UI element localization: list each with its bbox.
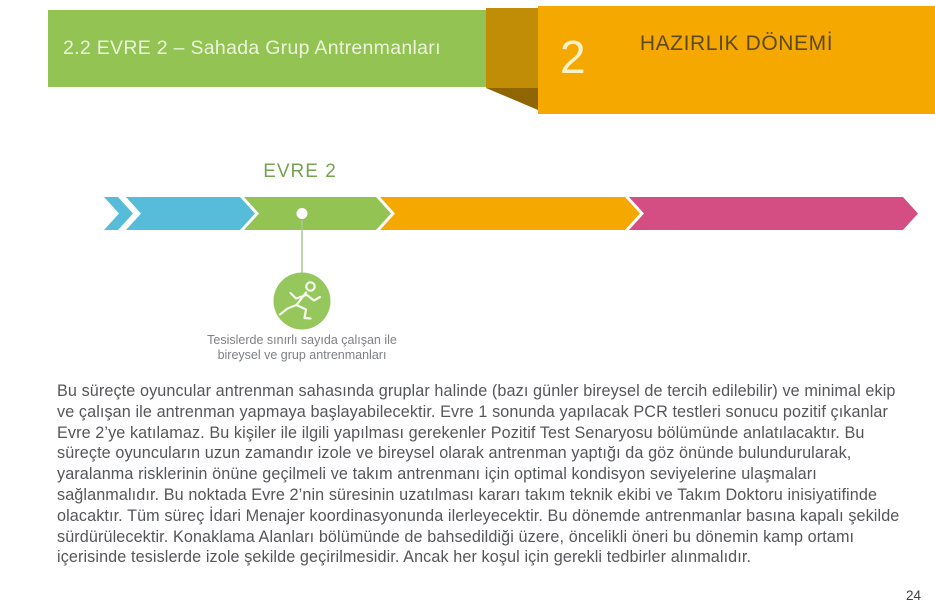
timeline-start-chevron bbox=[104, 197, 133, 230]
chapter-number: 2 bbox=[560, 31, 586, 83]
timeline-segment-blue bbox=[126, 197, 255, 230]
section-title: 2.2 EVRE 2 – Sahada Grup Antrenmanları bbox=[63, 37, 441, 59]
marker-caption-line2: bireysel ve grup antrenmanları bbox=[217, 348, 387, 362]
body-paragraph: Bu süreçte oyuncular antrenman sahasında gruplar halinde (bazı günler bireysel de tercih edilebilir) ve minimal ekip ve çalışan ile antrenman yapmaya başlayabilecektir. Evre 1 sonunda yapılacak PCR testleri sonucu pozitif çıkanlar Evre 2’ye katılamaz. Bu kişiler ile ilgili yapılması gerekenler Pozitif Test Senaryosu bölümünde anlatılacaktır. Bu süreçte oyuncuların uzun zamandır izole ve bireysel olarak antrenman yaptığı da göz önünde bulundurularak, yaralanma risklerinin önüne geçilmeli ve takım antrenmanı için optimal kondisyon seviyelerine ulaşmaları sağlanmalıdır. Bu noktada Evre 2’nin süresinin uzatılması kararı takım teknik ekibi ve Takım Doktoru inisiyatifinde olacaktır. Tüm süreç İdari Menajer koordinasyonunda ilerleyecektir. Bu dönemde antrenmanlar basına kapalı şekilde sürdürülecektir. Konaklama Alanları bölümünde de bahsedildiği üzere, öncelikli öneri bu dönemin kamp ortamı içerisinde tesislerde izole şekilde geçirilmesidir. Ancak her koşul için gerekli tedbirler alınmalıdır. bbox=[57, 382, 900, 567]
stage-label: EVRE 2 bbox=[263, 161, 337, 182]
marker-caption-line1: Tesislerde sınırlı sayıda çalışan ile bbox=[207, 333, 397, 347]
ribbon-tab bbox=[486, 8, 538, 88]
timeline-marker-dot bbox=[297, 208, 308, 219]
ribbon-fold bbox=[486, 88, 538, 110]
timeline bbox=[0, 190, 935, 350]
timeline-segment-green bbox=[244, 197, 391, 230]
runner-icon-circle bbox=[274, 273, 331, 330]
chapter-title: HAZIRLIK DÖNEMİ bbox=[639, 32, 834, 55]
timeline-segment-orange bbox=[380, 197, 640, 230]
timeline-segment-pink bbox=[629, 197, 918, 230]
runner-icon bbox=[274, 273, 331, 330]
section-title-banner bbox=[48, 10, 486, 87]
marker-caption bbox=[182, 333, 422, 363]
page-number: 24 bbox=[905, 588, 921, 603]
chapter-banner bbox=[538, 6, 935, 114]
